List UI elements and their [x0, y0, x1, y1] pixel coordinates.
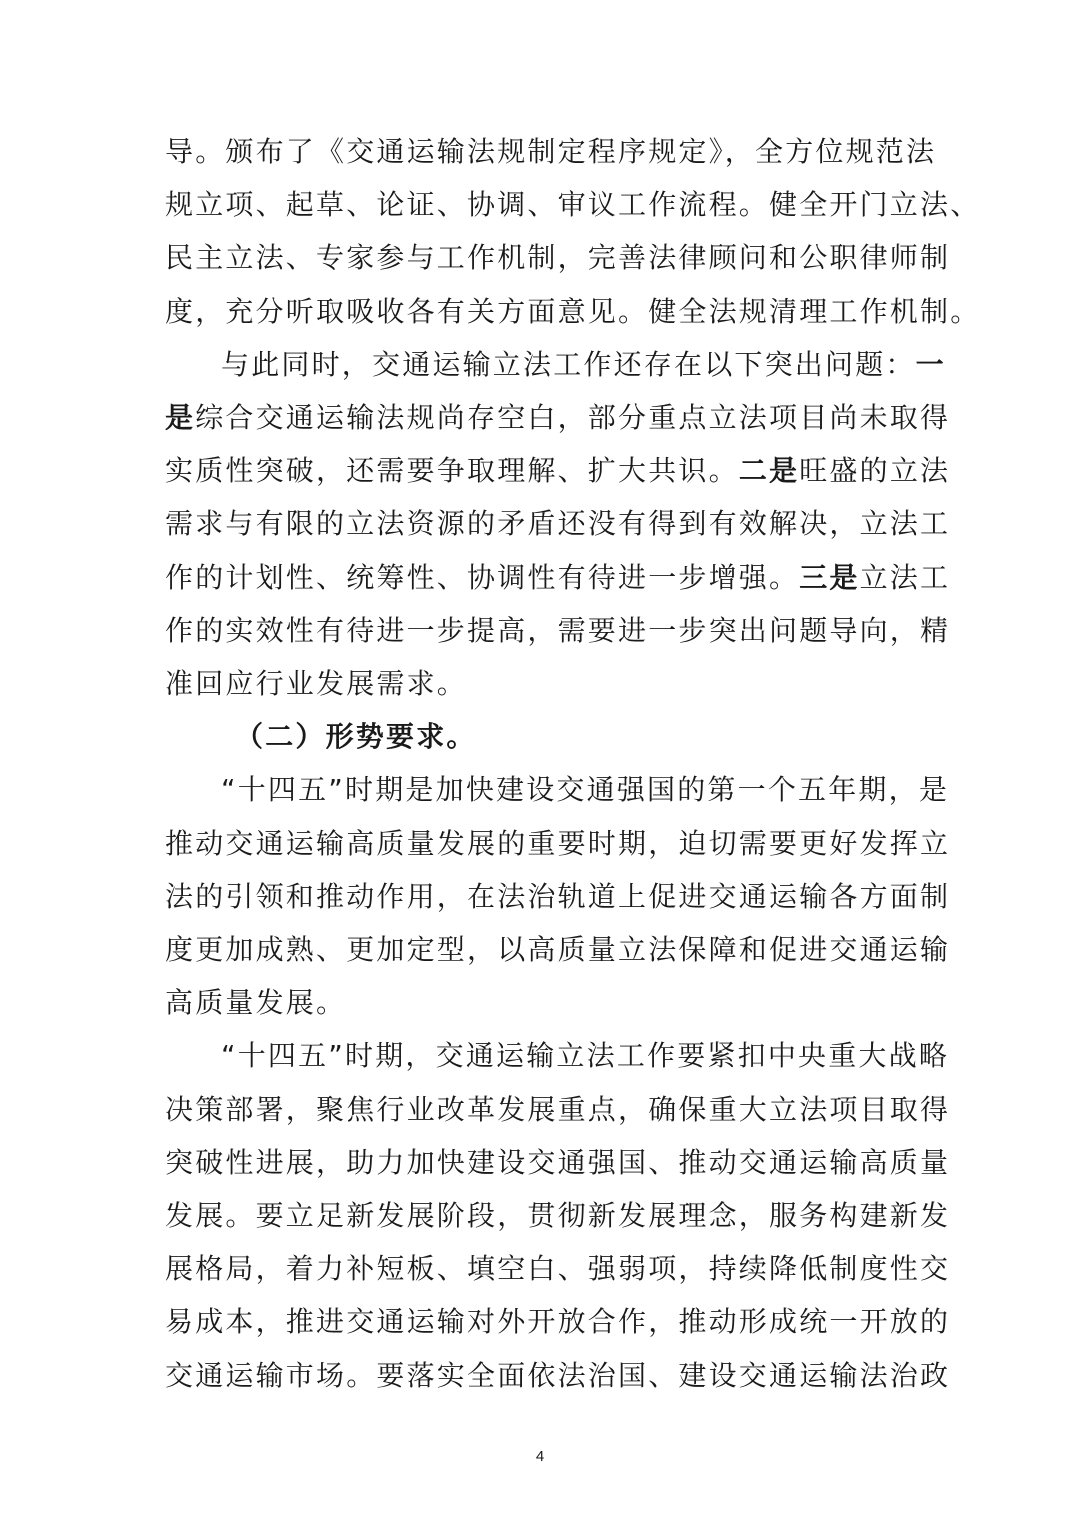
text-run: 交通运输市场。要落实全面依法治国、建设交通运输法治政: [165, 1358, 951, 1392]
page-number: 4: [535, 1448, 545, 1465]
text-line: [165, 662, 467, 702]
text-line: [165, 556, 950, 596]
text-line: [165, 1194, 950, 1234]
text-run: 民主立法、专家参与工作机制，完善法律顾问和公职律师制: [165, 241, 951, 275]
text-run: 推动交通运输高质量发展的重要时期，迫切需要更好发挥立: [165, 826, 951, 860]
text-line: [165, 1300, 950, 1340]
text-line: [165, 1141, 950, 1181]
text-run: 与此同时，交通运输立法工作还存在以下突出问题：: [221, 347, 916, 381]
text-line: [165, 130, 936, 170]
text-run: 突破性进展，助力加快建设交通强国、推动交通运输高质量: [165, 1145, 951, 1179]
text-line: [221, 768, 949, 808]
text-run: 旺盛的立法: [799, 454, 951, 488]
text-run: 易成本，推进交通运输对外开放合作，推动形成统一开放的: [165, 1305, 951, 1339]
text-run: 度，充分听取吸收各有关方面意见。健全法规清理工作机制。: [165, 294, 981, 328]
bold-text: 三是: [799, 560, 860, 594]
text-line: [165, 609, 950, 649]
text-line: [165, 822, 950, 862]
text-run: 发展。要立足新发展阶段，贯彻新发展理念，服务构建新发: [165, 1199, 951, 1232]
text-run: 需求与有限的立法资源的矛盾还没有得到有效解决，立法工: [165, 507, 951, 541]
text-run: “十四五”时期，交通运输立法工作要紧扣中央重大战略: [221, 1039, 950, 1073]
text-line: [165, 396, 950, 436]
text-run: 准回应行业发展需求。: [165, 667, 468, 700]
text-run: 立法工: [859, 560, 951, 594]
text-line: [165, 183, 980, 223]
text-line: [165, 290, 980, 330]
text-line: [165, 1354, 950, 1394]
text-line: [235, 715, 477, 755]
text-line: [165, 502, 950, 542]
text-run: 规立项、起草、论证、协调、审议工作流程。健全开门立法、: [165, 188, 981, 222]
bold-text: 一: [915, 347, 946, 381]
text-line: [165, 875, 950, 915]
text-line: [165, 981, 346, 1021]
text-line: [165, 449, 950, 489]
text-line: [165, 236, 950, 276]
bold-text: 是: [165, 401, 196, 434]
text-run: 决策部署，聚焦行业改革发展重点，确保重大立法项目取得: [165, 1092, 951, 1126]
text-run: 作的计划性、统筹性、协调性有待进一步增强。: [165, 560, 800, 594]
text-run: 作的实效性有待进一步提高，需要进一步突出问题导向，精: [165, 613, 951, 647]
bold-text: （二）形势要求。: [235, 720, 477, 754]
text-run: 高质量发展。: [165, 986, 347, 1020]
text-run: 展格局，着力补短板、填空白、强弱项，持续降低制度性交: [165, 1252, 951, 1286]
text-run: 度更加成熟、更加定型，以高质量立法保障和促进交通运输: [165, 933, 951, 966]
text-run: 导。颁布了《交通运输法规制定程序规定》，全方位规范法: [165, 135, 937, 168]
text-line: [221, 1034, 949, 1074]
text-run: 实质性突破，还需要争取理解、扩大共识。: [165, 454, 739, 488]
text-line: [165, 928, 950, 968]
text-run: “十四五”时期是加快建设交通强国的第一个五年期，是: [221, 773, 950, 807]
text-run: 法的引领和推动作用，在法治轨道上促进交通运输各方面制: [165, 879, 951, 913]
text-line: [165, 1247, 950, 1287]
text-line: [165, 1088, 950, 1128]
text-line: [221, 343, 946, 383]
bold-text: 二是: [738, 454, 800, 488]
text-run: 综合交通运输法规尚存空白，部分重点立法项目尚未取得: [195, 401, 951, 434]
